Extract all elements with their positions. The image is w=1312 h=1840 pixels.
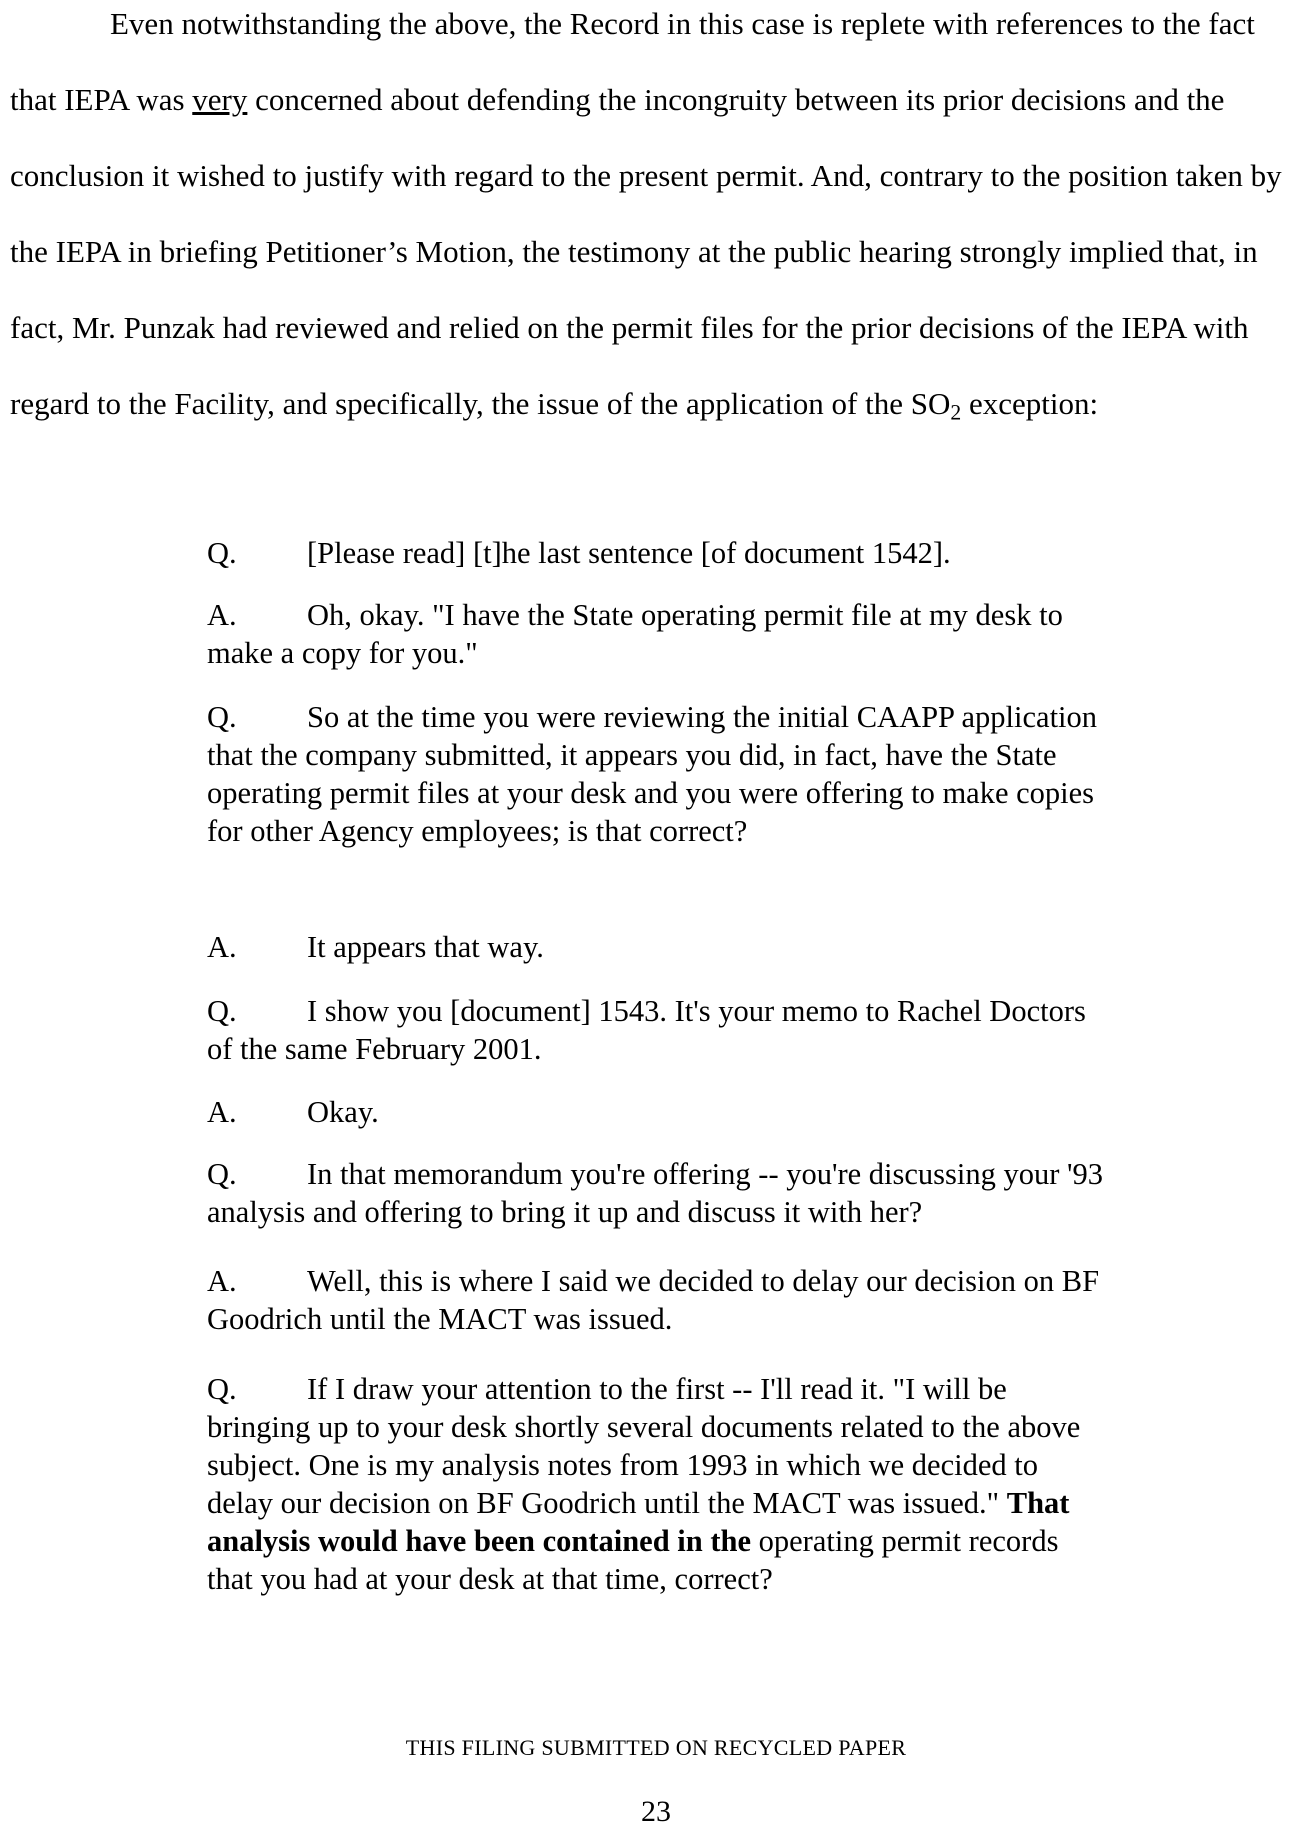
- qa-bold-text: That analysis would have been contained in the: [207, 1486, 1070, 1558]
- recycled-paper-footer: THIS FILING SUBMITTED ON RECYCLED PAPER: [405, 1735, 907, 1760]
- qa-text: Well, this is where I said we decided to delay our decision on BF Goodrich until the MACT was issued.: [207, 1264, 1100, 1336]
- qa-item-3: [207, 698, 1107, 850]
- qa-label: A.: [207, 1095, 237, 1129]
- intro-text-1: Even notwithstanding the above, the Record in this case is replete with references to the fact that IEPA was: [10, 6, 1255, 117]
- qa-text: Okay.: [307, 1095, 379, 1129]
- qa-label: Q.: [207, 700, 237, 734]
- qa-text: In that memorandum you're offering -- you're discussing your '93 analysis and offering to bring it up and discuss it with her?: [207, 1157, 1104, 1229]
- intro-text-2: concerned about defending the incongruity between its prior decisions and the conclusion it wished to justify with regard to the present permit. And, contrary to the position taken by the IEPA in briefing Petitioner’s Motion, the testimony at the public hearing strongly implied that, in fact, Mr. Punzak had reviewed and relied on the permit files for the prior decisions of the IEPA with regard to the Facility, and specifically, the issue of the application of the SO: [10, 82, 1282, 421]
- qa-item-5: [207, 992, 1107, 1068]
- qa-label: Q.: [207, 1157, 237, 1191]
- qa-item-9: [207, 1370, 1107, 1598]
- qa-label: A.: [207, 1264, 237, 1298]
- page-number: 23: [641, 1795, 671, 1828]
- intro-subscript: 2: [950, 400, 962, 425]
- qa-text: I show you [document] 1543. It's your memo to Rachel Doctors of the same February 2001.: [207, 994, 1086, 1066]
- qa-item-7: [207, 1155, 1107, 1231]
- qa-label: Q.: [207, 1372, 237, 1406]
- qa-label: A.: [207, 930, 237, 964]
- qa-item-8: [207, 1262, 1107, 1338]
- qa-text: It appears that way.: [307, 930, 544, 964]
- qa-tail-text: operating permit records that you had at your desk at that time, correct?: [207, 1524, 1059, 1596]
- qa-label: Q.: [207, 536, 237, 570]
- qa-text: [Please read] [t]he last sentence [of document 1542].: [307, 536, 951, 570]
- intro-paragraph: [10, 0, 1305, 442]
- qa-item-1: [207, 534, 1107, 572]
- qa-label: Q.: [207, 994, 237, 1028]
- qa-text: Oh, okay. "I have the State operating permit file at my desk to make a copy for you.": [207, 598, 1063, 670]
- qa-item-2: [207, 596, 1107, 672]
- qa-item-6: [207, 1093, 1107, 1131]
- intro-text-3: exception:: [961, 386, 1099, 421]
- intro-underlined-word: very: [192, 82, 248, 117]
- qa-text: If I draw your attention to the first -- I'll read it. "I will be bringing up to your desk shortly several documents related to the above subject. One is my analysis notes from 1993 in which we decided to delay our decision on BF Goodrich until the MACT was issued.": [207, 1372, 1081, 1520]
- qa-item-4: [207, 928, 1107, 966]
- qa-text: So at the time you were reviewing the initial CAAPP application that the company submitted, it appears you did, in fact, have the State operating permit files at your desk and you were offering to make copies for other Agency employees; is that correct?: [207, 700, 1098, 848]
- qa-label: A.: [207, 598, 237, 632]
